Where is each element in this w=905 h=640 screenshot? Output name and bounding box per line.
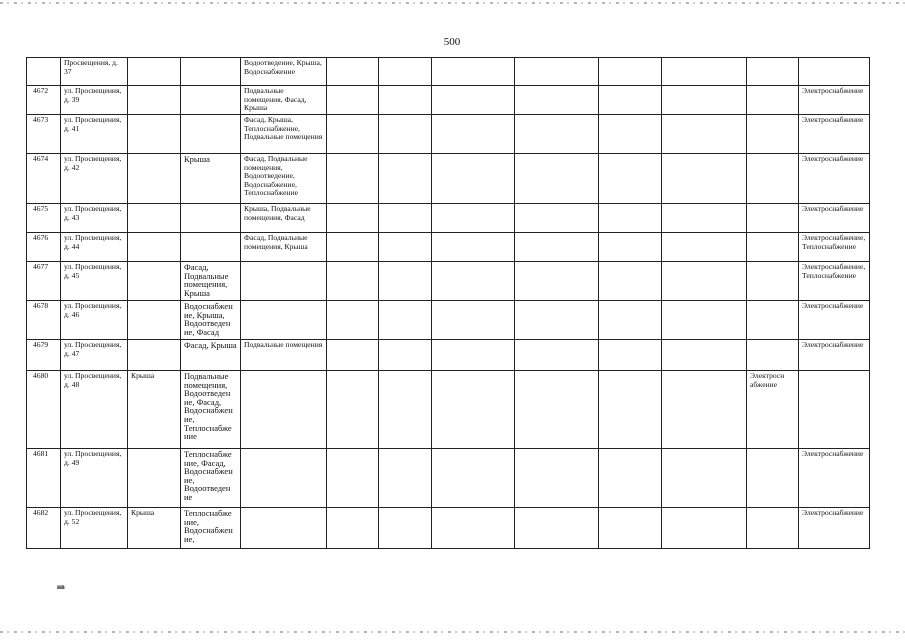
register-body: [27, 58, 870, 549]
work-col-2-cell: [181, 233, 241, 262]
address-cell: ул. Просвещения, д. 42: [61, 154, 128, 204]
table-row: [27, 340, 870, 371]
work-col-2-cell: [181, 58, 241, 86]
work-col-2-cell: Подвальные помещения, Водоотведен ие, Фасад, Водоснабжен ие, Теплоснабже ние: [181, 371, 241, 449]
empty-cell: [515, 58, 599, 86]
work-col-2-cell: Теплоснабже ние, Фасад, Водоснабжен ие, Водоотведен ие: [181, 449, 241, 508]
empty-cell: [327, 508, 379, 549]
work-col-3-cell: [241, 262, 327, 301]
empty-cell: [662, 154, 747, 204]
row-number-cell: 4672: [27, 86, 61, 115]
empty-cell: [599, 371, 662, 449]
work-col-1-cell: [128, 154, 181, 204]
work-col-3-cell: Фасад, Подвальные помещения, Водоотведение, Водоснабжение, Теплоснабжение: [241, 154, 327, 204]
empty-cell: [327, 86, 379, 115]
work-col-3-cell: Крыша, Подвальные помещения, Фасад: [241, 204, 327, 233]
table-row: [27, 371, 870, 449]
empty-cell: [515, 154, 599, 204]
empty-cell: [432, 204, 515, 233]
register-table: [26, 57, 870, 549]
work-col-10-cell: [747, 340, 799, 371]
work-col-1-cell: [128, 58, 181, 86]
work-col-1-cell: [128, 204, 181, 233]
address-cell: ул. Просвещения, д. 39: [61, 86, 128, 115]
empty-cell: [515, 262, 599, 301]
address-cell: ул. Просвещения, д. 49: [61, 449, 128, 508]
work-col-2-cell: Водоснабжен ие, Крыша, Водоотведен ие, Фасад: [181, 301, 241, 340]
empty-cell: [599, 340, 662, 371]
address-cell: ул. Просвещения, д. 46: [61, 301, 128, 340]
work-col-2-cell: [181, 115, 241, 154]
scan-edge-top: [0, 2, 905, 4]
work-col-2-cell: Фасад, Подвальные помещения, Крыша: [181, 262, 241, 301]
work-col-3-cell: Подвальные помещения: [241, 340, 327, 371]
empty-cell: [432, 449, 515, 508]
empty-cell: [662, 262, 747, 301]
work-col-1-cell: Крыша: [128, 371, 181, 449]
empty-cell: [515, 233, 599, 262]
work-col-1-cell: [128, 262, 181, 301]
work-col-10-cell: [747, 204, 799, 233]
work-col-10-cell: Электросн абжение: [747, 371, 799, 449]
empty-cell: [379, 58, 432, 86]
work-col-1-cell: [128, 449, 181, 508]
work-col-2-cell: Крыша: [181, 154, 241, 204]
table-row: [27, 449, 870, 508]
work-col-1-cell: [128, 233, 181, 262]
empty-cell: [379, 340, 432, 371]
work-col-10-cell: [747, 86, 799, 115]
empty-cell: [515, 371, 599, 449]
work-col-2-cell: [181, 86, 241, 115]
empty-cell: [515, 301, 599, 340]
work-col-10-cell: [747, 58, 799, 86]
address-cell: ул. Просвещения, д. 44: [61, 233, 128, 262]
empty-cell: [662, 58, 747, 86]
table-row: [27, 154, 870, 204]
scan-edge-bottom: [0, 631, 905, 633]
empty-cell: [432, 154, 515, 204]
empty-cell: [662, 301, 747, 340]
empty-cell: [662, 340, 747, 371]
work-col-11-cell: Электроснабжение, Теплоснабжение: [799, 233, 870, 262]
work-col-11-cell: Электроснабжение: [799, 115, 870, 154]
empty-cell: [599, 262, 662, 301]
empty-cell: [327, 371, 379, 449]
table-row: [27, 508, 870, 549]
empty-cell: [599, 204, 662, 233]
empty-cell: [379, 262, 432, 301]
work-col-11-cell: Электроснабжение, Теплоснабжение: [799, 262, 870, 301]
empty-cell: [599, 58, 662, 86]
empty-cell: [515, 86, 599, 115]
row-number-cell: 4681: [27, 449, 61, 508]
empty-cell: [379, 115, 432, 154]
work-col-11-cell: [799, 58, 870, 86]
row-number-cell: 4673: [27, 115, 61, 154]
empty-cell: [599, 233, 662, 262]
work-col-10-cell: [747, 262, 799, 301]
work-col-11-cell: Электроснабжение: [799, 340, 870, 371]
address-cell: ул. Просвещения, д. 43: [61, 204, 128, 233]
work-col-3-cell: Водоотведение, Крыша, Водоснабжение: [241, 58, 327, 86]
work-col-10-cell: [747, 508, 799, 549]
empty-cell: [379, 371, 432, 449]
work-col-10-cell: [747, 301, 799, 340]
empty-cell: [327, 58, 379, 86]
work-col-11-cell: [799, 371, 870, 449]
work-col-10-cell: [747, 449, 799, 508]
empty-cell: [662, 233, 747, 262]
empty-cell: [327, 262, 379, 301]
row-number-cell: 4675: [27, 204, 61, 233]
empty-cell: [379, 154, 432, 204]
work-col-1-cell: Крыша: [128, 508, 181, 549]
address-cell: ул. Просвещения, д. 52: [61, 508, 128, 549]
empty-cell: [327, 204, 379, 233]
work-col-1-cell: [128, 301, 181, 340]
empty-cell: [599, 301, 662, 340]
empty-cell: [327, 154, 379, 204]
address-cell: Просвещения, д. 37: [61, 58, 128, 86]
address-cell: ул. Просвещения, д. 48: [61, 371, 128, 449]
work-col-11-cell: Электроснабжение: [799, 508, 870, 549]
address-cell: ул. Просвещения, д. 47: [61, 340, 128, 371]
work-col-11-cell: Электроснабжение: [799, 204, 870, 233]
empty-cell: [432, 508, 515, 549]
work-col-10-cell: [747, 154, 799, 204]
empty-cell: [599, 508, 662, 549]
empty-cell: [432, 58, 515, 86]
work-col-11-cell: Электроснабжение: [799, 301, 870, 340]
work-col-1-cell: [128, 115, 181, 154]
table-row: [27, 115, 870, 154]
work-col-3-cell: [241, 449, 327, 508]
row-number-cell: 4682: [27, 508, 61, 549]
footnote-mark: нв: [57, 583, 65, 591]
work-col-3-cell: [241, 301, 327, 340]
work-col-3-cell: Фасад, Крыша, Теплоснабжение, Подвальные помещения: [241, 115, 327, 154]
empty-cell: [432, 233, 515, 262]
work-col-2-cell: Фасад, Крыша: [181, 340, 241, 371]
empty-cell: [515, 340, 599, 371]
work-col-10-cell: [747, 233, 799, 262]
row-number-cell: 4674: [27, 154, 61, 204]
row-number-cell: 4678: [27, 301, 61, 340]
empty-cell: [662, 508, 747, 549]
empty-cell: [432, 262, 515, 301]
empty-cell: [432, 115, 515, 154]
empty-cell: [599, 449, 662, 508]
table-row: [27, 204, 870, 233]
work-col-2-cell: [181, 204, 241, 233]
empty-cell: [327, 115, 379, 154]
work-col-11-cell: Электроснабжение: [799, 86, 870, 115]
row-number-cell: 4676: [27, 233, 61, 262]
table-row: [27, 86, 870, 115]
empty-cell: [327, 301, 379, 340]
work-col-3-cell: [241, 508, 327, 549]
empty-cell: [515, 508, 599, 549]
empty-cell: [327, 233, 379, 262]
row-number-cell: [27, 58, 61, 86]
empty-cell: [432, 86, 515, 115]
empty-cell: [327, 340, 379, 371]
empty-cell: [432, 371, 515, 449]
empty-cell: [379, 233, 432, 262]
empty-cell: [379, 86, 432, 115]
empty-cell: [515, 449, 599, 508]
empty-cell: [515, 115, 599, 154]
empty-cell: [432, 340, 515, 371]
work-col-10-cell: [747, 115, 799, 154]
work-col-2-cell: Теплоснабже ние, Водоснабжен ие,: [181, 508, 241, 549]
work-col-3-cell: Фасад, Подвальные помещения, Крыша: [241, 233, 327, 262]
empty-cell: [662, 204, 747, 233]
empty-cell: [327, 449, 379, 508]
empty-cell: [599, 115, 662, 154]
empty-cell: [379, 508, 432, 549]
work-col-1-cell: [128, 86, 181, 115]
empty-cell: [662, 449, 747, 508]
empty-cell: [662, 115, 747, 154]
empty-cell: [379, 204, 432, 233]
table-row: [27, 301, 870, 340]
row-number-cell: 4677: [27, 262, 61, 301]
empty-cell: [599, 154, 662, 204]
empty-cell: [662, 371, 747, 449]
empty-cell: [662, 86, 747, 115]
row-number-cell: 4679: [27, 340, 61, 371]
table-row: [27, 233, 870, 262]
empty-cell: [515, 204, 599, 233]
work-col-1-cell: [128, 340, 181, 371]
work-col-3-cell: [241, 371, 327, 449]
table-row: [27, 58, 870, 86]
page-number: 500: [443, 36, 461, 48]
work-col-11-cell: Электроснабжение: [799, 449, 870, 508]
empty-cell: [599, 86, 662, 115]
empty-cell: [432, 301, 515, 340]
address-cell: ул. Просвещения, д. 41: [61, 115, 128, 154]
table-row: [27, 262, 870, 301]
address-cell: ул. Просвещения, д. 45: [61, 262, 128, 301]
empty-cell: [379, 301, 432, 340]
row-number-cell: 4680: [27, 371, 61, 449]
empty-cell: [379, 449, 432, 508]
work-col-3-cell: Подвальные помещения, Фасад, Крыша: [241, 86, 327, 115]
work-col-11-cell: Электроснабжение: [799, 154, 870, 204]
